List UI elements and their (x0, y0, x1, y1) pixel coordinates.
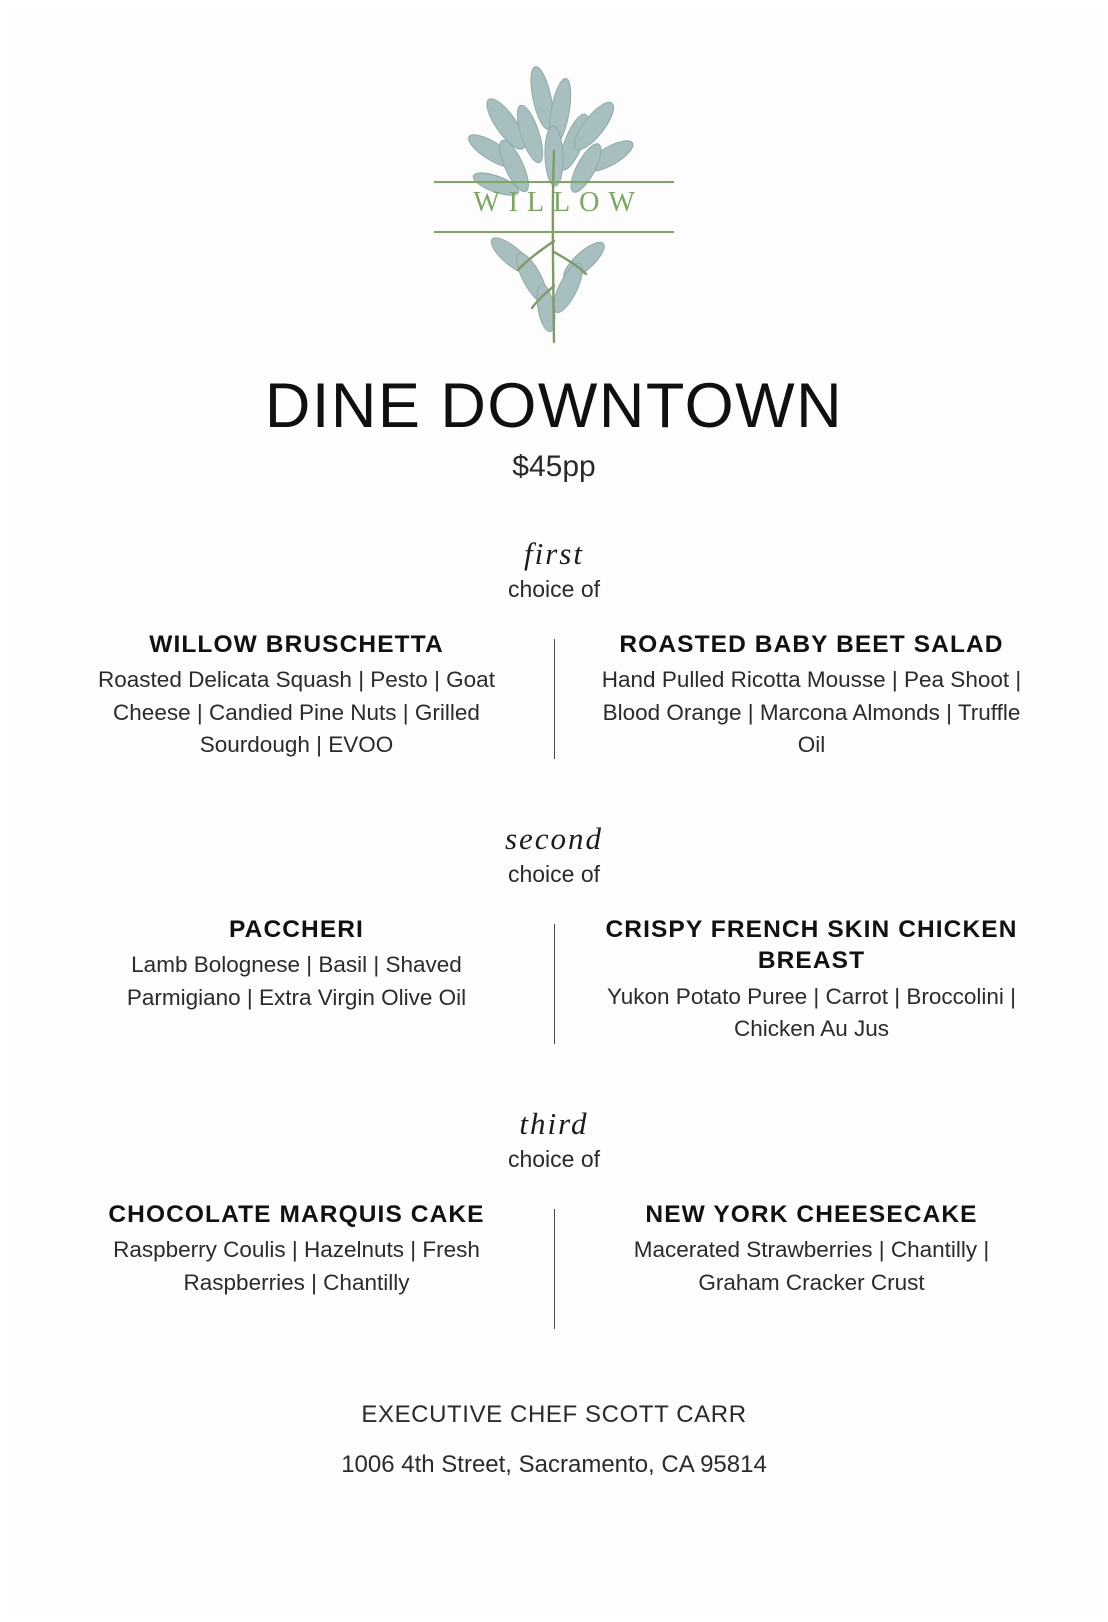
menu-item (577, 914, 1047, 1054)
course-items (8, 629, 1100, 769)
menu-item-title: PACCHERI (229, 916, 364, 943)
logo-wordmark: WILLOW (473, 187, 644, 218)
menu-item (62, 629, 532, 769)
course-name: second (504, 821, 604, 856)
executive-chef-label: EXECUTIVE CHEF SCOTT CARR (361, 1401, 747, 1428)
item-divider (554, 639, 555, 759)
item-divider (554, 924, 555, 1044)
course-second (8, 821, 1100, 1054)
course-items (8, 1199, 1100, 1339)
course-first (8, 536, 1100, 769)
course-name: third (519, 1106, 589, 1141)
logo-rule-bottom (434, 231, 674, 233)
menu-item-description: Raspberry Coulis | Hazelnuts | Fresh Raspberries | Chantilly (113, 1237, 480, 1295)
menu-item (62, 1199, 532, 1339)
menu-item-description: Lamb Bolognese | Basil | Shaved Parmigiano | Extra Virgin Olive Oil (126, 952, 467, 1010)
price-label: $45pp (512, 450, 596, 483)
course-name: first (524, 536, 584, 571)
item-divider (554, 1209, 555, 1329)
menu-item-description: Macerated Strawberries | Chantilly | Graham Cracker Crust (633, 1237, 990, 1295)
menu-item (577, 1199, 1047, 1339)
menu-item-title: ROASTED BABY BEET SALAD (619, 631, 1004, 658)
menu-footer (8, 1401, 1100, 1479)
menu-item-description: Roasted Delicata Squash | Pesto | Goat Cheese | Candied Pine Nuts | Grilled Sourdough | EVOO (98, 667, 495, 758)
menu-item-title: NEW YORK CHEESECAKE (645, 1201, 978, 1228)
menu-item-title: CRISPY FRENCH SKIN CHICKEN BREAST (605, 916, 1018, 975)
restaurant-address: 1006 4th Street, Sacramento, CA 95814 (341, 1451, 767, 1478)
course-subtitle: choice of (507, 1146, 601, 1172)
menu-item (62, 914, 532, 1054)
page-title: DINE DOWNTOWN (264, 371, 844, 441)
course-items (8, 914, 1100, 1054)
menu-item (577, 629, 1047, 769)
menu-item-title: CHOCOLATE MARQUIS CAKE (108, 1201, 485, 1228)
course-third (8, 1106, 1100, 1339)
logo-rule-top (434, 181, 674, 183)
course-subtitle: choice of (507, 576, 601, 602)
menu-item-description: Yukon Potato Puree | Carrot | Broccolini | Chicken Au Jus (607, 983, 1016, 1042)
menu-item-description: Hand Pulled Ricotta Mousse | Pea Shoot | Blood Orange | Marcona Almonds | Truffle Oil (601, 667, 1022, 758)
menu-page (8, 8, 1100, 1614)
course-subtitle: choice of (507, 861, 601, 887)
willow-logo (434, 56, 674, 356)
menu-item-title: WILLOW BRUSCHETTA (149, 631, 444, 658)
